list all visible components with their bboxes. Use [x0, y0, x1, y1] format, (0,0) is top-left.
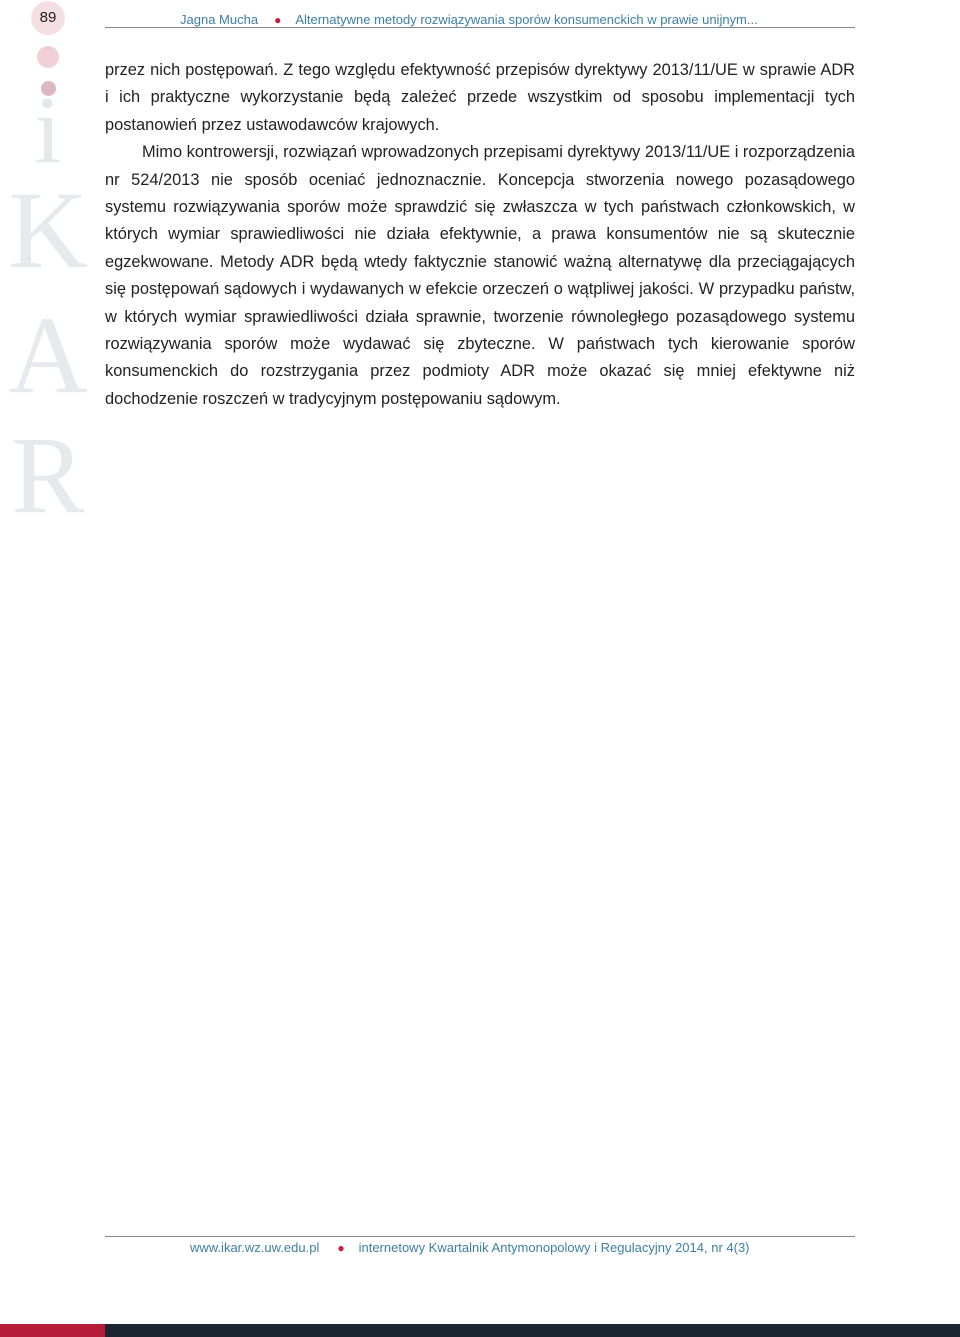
bottom-bar-accent — [0, 1324, 105, 1337]
header-author: Jagna Mucha — [180, 12, 259, 27]
logo-letter-k: K — [8, 169, 88, 291]
footer-journal: internetowy Kwartalnik Antymonopolowy i Regulacyjny 2014, nr 4(3) — [358, 1240, 750, 1255]
footer-url[interactable]: www.ikar.wz.uw.edu.pl — [190, 1240, 320, 1255]
body-paragraph-1: przez nich postępowań. Z tego względu efektywność przepisów dyrektywy 2013/11/UE w sprawie ADR i ich praktyczne wykorzystanie będą zależeć przede wszystkim od sposobu implementacji tych postanowień przez ustawodawców krajowych. — [105, 61, 855, 134]
logo-letter-a: A — [8, 294, 88, 416]
logo-letter-i: i — [34, 76, 62, 183]
logo-dot-large — [37, 46, 59, 68]
footer-divider — [105, 1236, 855, 1237]
article-body — [105, 57, 855, 413]
header-title: Alternatywne metody rozwiązywania sporów konsumenckich w prawie unijnym... — [295, 12, 758, 27]
footer-bullet-icon: ● — [337, 1241, 345, 1255]
header-bullet-icon: ● — [274, 13, 282, 27]
running-header — [180, 12, 855, 27]
page-number: 89 — [39, 9, 57, 26]
bottom-bar — [105, 1324, 960, 1337]
logo-letter-r: R — [11, 414, 85, 536]
header-divider — [105, 27, 855, 28]
body-paragraph-2: Mimo kontrowersji, rozwiązań wprowadzonych przepisami dyrektywy 2013/11/UE i rozporządzenia nr 524/2013 nie sposób oceniać jednoznacznie. Koncepcja stworzenia nowego pozasądowego systemu rozwiązywania sporów może sprawdzić się zwłaszcza w tych państwach członkowskich, w których wymiar sprawiedliwości nie działa efektywnie, a prawa konsumentów nie są skutecznie egzekwowane. Metody ADR będą wtedy faktycznie stanowić ważną alternatywę dla przeciągających się postępowań sądowych i wydawanych w efekcie orzeczeń o wątpliwej jakości. W przypadku państw, w których wymiar sprawiedliwości działa sprawnie, tworzenie równoległego pozasądowego systemu rozwiązywania sporów może wydawać się zbyteczne. W państwach tych kierowanie sporów konsumenckich do rozstrzygania przez podmioty ADR może okazać się mniej efektywne niż dochodzenie roszczeń w tradycyjnym postępowaniu sądowym. — [105, 143, 855, 408]
running-footer — [190, 1240, 750, 1255]
